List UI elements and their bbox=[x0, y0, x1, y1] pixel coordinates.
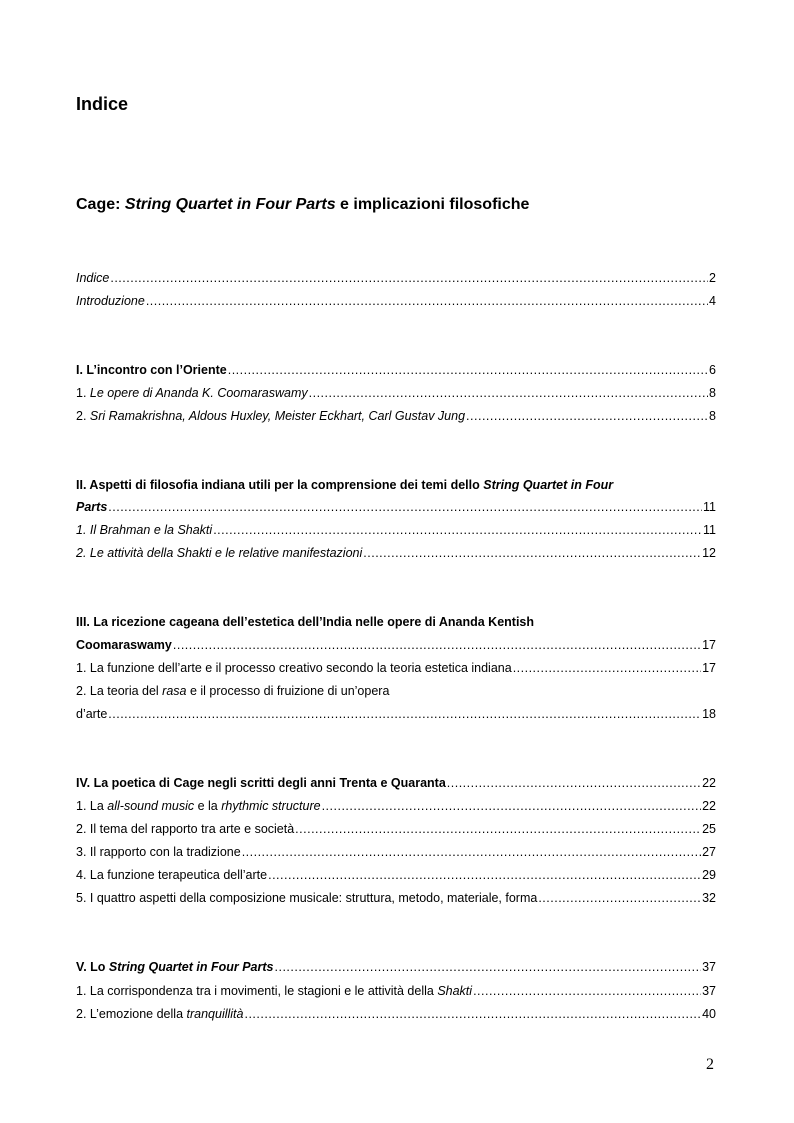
toc-entry-indice[interactable] bbox=[76, 270, 716, 286]
toc-label-text: e il processo di fruizione di un’opera bbox=[186, 684, 390, 698]
toc-section-1-2[interactable] bbox=[76, 408, 716, 424]
toc-section-3-2-line2[interactable] bbox=[76, 706, 716, 722]
toc-label-italic: rhythmic structure bbox=[221, 799, 321, 813]
toc-label bbox=[76, 385, 308, 401]
toc-leader-dots bbox=[108, 499, 702, 515]
toc-label: Indice bbox=[76, 271, 110, 285]
book-title-prefix: Cage: bbox=[76, 196, 125, 213]
toc-page: 40 bbox=[702, 1007, 716, 1021]
toc-page: 17 bbox=[702, 638, 716, 652]
toc-leader-dots bbox=[244, 1006, 701, 1022]
toc-section-4-4[interactable] bbox=[76, 867, 716, 883]
toc-label bbox=[76, 684, 389, 698]
toc-page: 37 bbox=[702, 984, 716, 998]
toc-label: d’arte bbox=[76, 707, 108, 721]
toc-leader-dots bbox=[513, 660, 701, 676]
toc-label: 2. Le attività della Shakti e le relative manifestazioni bbox=[76, 546, 363, 560]
toc-label bbox=[76, 1006, 243, 1022]
toc-chapter-title: IV. La poetica di Cage negli scritti degli anni Trenta e Quaranta bbox=[76, 776, 446, 790]
toc-label bbox=[76, 408, 465, 424]
toc-leader-dots bbox=[242, 844, 701, 860]
toc-leader-dots bbox=[173, 637, 701, 653]
toc-section-5-1[interactable] bbox=[76, 983, 716, 999]
toc-section-italic: Le opere di Ananda K. Coomaraswamy bbox=[89, 386, 308, 400]
toc-section-1-1[interactable] bbox=[76, 385, 716, 401]
toc-chapter-2-line1[interactable] bbox=[76, 477, 716, 493]
toc-chapter-3-line1[interactable] bbox=[76, 614, 716, 630]
toc-page: 11 bbox=[703, 523, 716, 537]
toc-page: 17 bbox=[702, 661, 716, 675]
toc-label-text: 1. La bbox=[76, 799, 108, 813]
toc-page: 2 bbox=[709, 271, 716, 285]
toc-leader-dots bbox=[309, 385, 708, 401]
toc-leader-dots bbox=[473, 983, 701, 999]
toc-page: 8 bbox=[709, 386, 716, 400]
toc-section-number: 1. bbox=[76, 386, 90, 400]
page-heading: Indice bbox=[76, 94, 129, 114]
toc-section-4-5[interactable] bbox=[76, 890, 716, 906]
toc-chapter-title bbox=[76, 959, 274, 975]
book-title bbox=[76, 196, 529, 214]
toc-label: 3. Il rapporto con la tradizione bbox=[76, 845, 241, 859]
toc-page: 8 bbox=[709, 409, 716, 423]
toc-section-4-2[interactable] bbox=[76, 821, 716, 837]
toc-label-italic: tranquillità bbox=[186, 1007, 244, 1021]
toc-page: 29 bbox=[702, 868, 716, 882]
toc-page: 27 bbox=[702, 845, 716, 859]
toc-chapter-title-italic: Parts bbox=[76, 500, 108, 514]
toc-section-2-1[interactable] bbox=[76, 522, 716, 538]
toc-page: 11 bbox=[703, 500, 716, 514]
toc-page: 18 bbox=[702, 707, 716, 721]
toc-label: 1. La funzione dell’arte e il processo creativo secondo la teoria estetica indiana bbox=[76, 661, 512, 675]
book-title-italic: String Quartet in Four Parts bbox=[124, 196, 336, 213]
toc-section-4-1[interactable] bbox=[76, 798, 716, 814]
toc-label-italic: rasa bbox=[162, 684, 187, 698]
toc-leader-dots bbox=[275, 959, 702, 975]
toc-label: 4. La funzione terapeutica dell’arte bbox=[76, 868, 268, 882]
toc-leader-dots bbox=[268, 867, 701, 883]
toc-leader-dots bbox=[213, 522, 702, 538]
book-title-suffix: e implicazioni filosofiche bbox=[335, 196, 530, 213]
toc-section-italic: Sri Ramakrishna, Aldous Huxley, Meister Eckhart, Carl Gustav Jung bbox=[89, 409, 466, 423]
toc-section-number: 2. bbox=[76, 409, 90, 423]
toc-leader-dots bbox=[538, 890, 701, 906]
toc-label: Introduzione bbox=[76, 294, 145, 308]
toc-page: 22 bbox=[702, 799, 716, 813]
toc-section-2-2[interactable] bbox=[76, 545, 716, 561]
toc-page: 32 bbox=[702, 891, 716, 905]
page-number: 2 bbox=[706, 1056, 714, 1073]
toc-page: 12 bbox=[702, 546, 716, 560]
toc-chapter-title: III. La ricezione cageana dell’estetica dell’India nelle opere di Ananda Kentish bbox=[76, 615, 535, 629]
toc-chapter-title: I. L’incontro con l’Oriente bbox=[76, 363, 227, 377]
toc-chapter-title-italic: String Quartet in Four Parts bbox=[108, 960, 274, 974]
toc-label-text: 2. L’emozione della bbox=[76, 1007, 187, 1021]
toc-chapter-title bbox=[76, 478, 613, 492]
toc-chapter-title-italic: String Quartet in Four bbox=[483, 478, 614, 492]
toc-section-3-1[interactable] bbox=[76, 660, 716, 676]
toc-chapter-2-line2[interactable] bbox=[76, 499, 716, 515]
toc-leader-dots bbox=[110, 270, 708, 286]
toc-page: 37 bbox=[702, 960, 716, 974]
toc-label-italic: all-sound music bbox=[107, 799, 195, 813]
toc-leader-dots bbox=[447, 775, 701, 791]
toc-page: 22 bbox=[702, 776, 716, 790]
toc-chapter-title-text: II. Aspetti di filosofia indiana utili per la comprensione dei temi dello bbox=[76, 478, 484, 492]
toc-leader-dots bbox=[146, 293, 708, 309]
toc-section-4-3[interactable] bbox=[76, 844, 716, 860]
toc-leader-dots bbox=[295, 821, 701, 837]
toc-page: 6 bbox=[709, 363, 716, 377]
toc-chapter-title: Coomaraswamy bbox=[76, 638, 172, 652]
toc-section-5-2[interactable] bbox=[76, 1006, 716, 1022]
toc-chapter-1[interactable] bbox=[76, 362, 716, 378]
toc-chapter-4[interactable] bbox=[76, 775, 716, 791]
toc-label: 5. I quattro aspetti della composizione musicale: struttura, metodo, materiale, forma bbox=[76, 891, 538, 905]
toc-leader-dots bbox=[108, 706, 701, 722]
toc-page: 4 bbox=[709, 294, 716, 308]
toc-label bbox=[76, 983, 472, 999]
toc-entry-introduzione[interactable] bbox=[76, 293, 716, 309]
toc-page: 25 bbox=[702, 822, 716, 836]
toc-label-text: 2. La teoria del bbox=[76, 684, 163, 698]
toc-label-text: e la bbox=[194, 799, 222, 813]
toc-label-italic: Shakti bbox=[437, 984, 473, 998]
toc-label: 2. Il tema del rapporto tra arte e società bbox=[76, 822, 295, 836]
toc-label-text: 1. La corrispondenza tra i movimenti, le stagioni e le attività della bbox=[76, 984, 438, 998]
toc-label: 1. Il Brahman e la Shakti bbox=[76, 523, 213, 537]
toc-section-3-2-line1[interactable] bbox=[76, 683, 716, 699]
toc-chapter-5[interactable] bbox=[76, 959, 716, 975]
toc-chapter-title-text: V. Lo bbox=[76, 960, 109, 974]
toc-leader-dots bbox=[466, 408, 708, 424]
toc-leader-dots bbox=[363, 545, 701, 561]
toc-chapter-title bbox=[76, 499, 107, 515]
toc-leader-dots bbox=[228, 362, 708, 378]
toc-label bbox=[76, 798, 321, 814]
toc-leader-dots bbox=[322, 798, 702, 814]
toc-chapter-3-line2[interactable] bbox=[76, 637, 716, 653]
